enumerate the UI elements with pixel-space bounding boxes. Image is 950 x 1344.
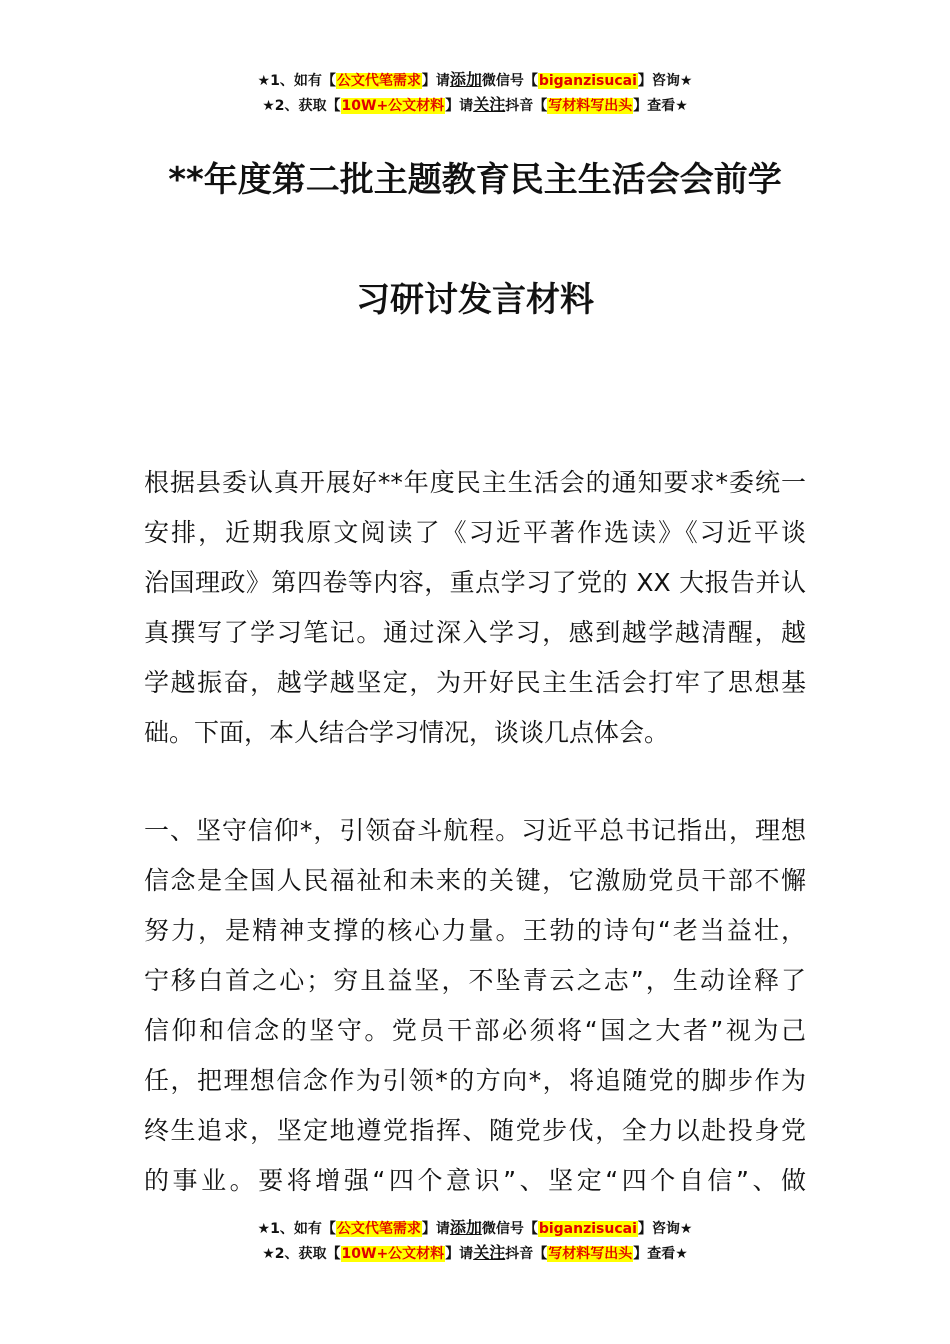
- banner-line-1: [0, 68, 950, 93]
- text-line: 根据县委认真开展好**年度民主生活会的通知要求*委统一: [144, 468, 806, 497]
- banner-douyin-id: 写材料写出头: [548, 1246, 633, 1262]
- banner-wechat-id: biganzisucai: [538, 73, 637, 89]
- paragraph-section-1: [144, 806, 806, 1206]
- text-line: 真撰写了学习笔记。通过深入学习，感到越学越清醒，越: [144, 618, 806, 647]
- footer-banner: [0, 1216, 950, 1266]
- banner-text: 】请: [421, 73, 450, 89]
- banner-underlined: 添加: [449, 1218, 482, 1237]
- document-title-line-1: **年度第二批主题教育民主生活会会前学: [168, 160, 782, 200]
- banner-highlight: 10W+公文材料: [341, 1246, 445, 1262]
- banner-text: 微信号【: [481, 1221, 538, 1237]
- text-line: 信念是全国人民福祉和未来的关键，它激励党员干部不懈: [144, 866, 806, 895]
- paragraph-intro: [144, 458, 806, 758]
- banner-underlined: 添加: [449, 70, 482, 89]
- banner-text: 】查看★: [633, 98, 688, 114]
- banner-text: ★2、获取【: [262, 1246, 341, 1262]
- document-title-line-2: 习研讨发言材料: [356, 280, 594, 320]
- banner-text: 微信号【: [481, 73, 538, 89]
- text-line: 信仰和信念的坚守。党员干部必须将“国之大者”视为己: [144, 1016, 806, 1045]
- text-line: 宁移白首之心；穷且益坚，不坠青云之志”，生动诠释了: [144, 966, 806, 995]
- banner-text: ★2、获取【: [262, 98, 341, 114]
- banner-text: 】请: [421, 1221, 450, 1237]
- text-line: 础。下面，本人结合学习情况，谈谈几点体会。: [144, 718, 670, 747]
- text-line: 一、坚守信仰*，引领奋斗航程。习近平总书记指出，理想: [144, 816, 806, 845]
- banner-line-2: [0, 1241, 950, 1266]
- text-line: 努力，是精神支撑的核心力量。王勃的诗句“老当益壮，: [144, 916, 806, 945]
- banner-highlight: 公文代笔需求: [336, 73, 421, 89]
- banner-underlined: 关注: [473, 95, 506, 114]
- banner-text: 】请: [445, 1246, 474, 1262]
- banner-underlined: 关注: [473, 1243, 506, 1262]
- banner-text: 抖音【: [505, 98, 548, 114]
- banner-text: ★1、如有【: [257, 73, 336, 89]
- text-line: 学越振奋，越学越坚定，为开好民主生活会打牢了思想基: [144, 668, 806, 697]
- banner-douyin-id: 写材料写出头: [548, 98, 633, 114]
- banner-text: 抖音【: [505, 1246, 548, 1262]
- banner-text: 】咨询★: [637, 1221, 693, 1237]
- text-line: 任，把理想信念作为引领*的方向*，将追随党的脚步作为: [144, 1066, 806, 1095]
- banner-text: 】咨询★: [637, 73, 693, 89]
- text-line: 的事业。要将增强“四个意识”、坚定“四个自信”、做: [144, 1166, 806, 1195]
- header-banner: [0, 68, 950, 118]
- banner-highlight: 公文代笔需求: [336, 1221, 421, 1237]
- text-line: 终生追求，坚定地遵党指挥、随党步伐，全力以赴投身党: [144, 1116, 806, 1145]
- banner-line-2: [0, 93, 950, 118]
- banner-text: ★1、如有【: [257, 1221, 336, 1237]
- text-line: 安排，近期我原文阅读了《习近平著作选读》《习近平谈: [144, 518, 806, 547]
- banner-line-1: [0, 1216, 950, 1241]
- banner-text: 】请: [445, 98, 474, 114]
- banner-wechat-id: biganzisucai: [538, 1221, 637, 1237]
- banner-highlight: 10W+公文材料: [341, 98, 445, 114]
- banner-text: 】查看★: [633, 1246, 688, 1262]
- text-line: 治国理政》第四卷等内容，重点学习了党的 XX 大报告并认: [144, 568, 806, 597]
